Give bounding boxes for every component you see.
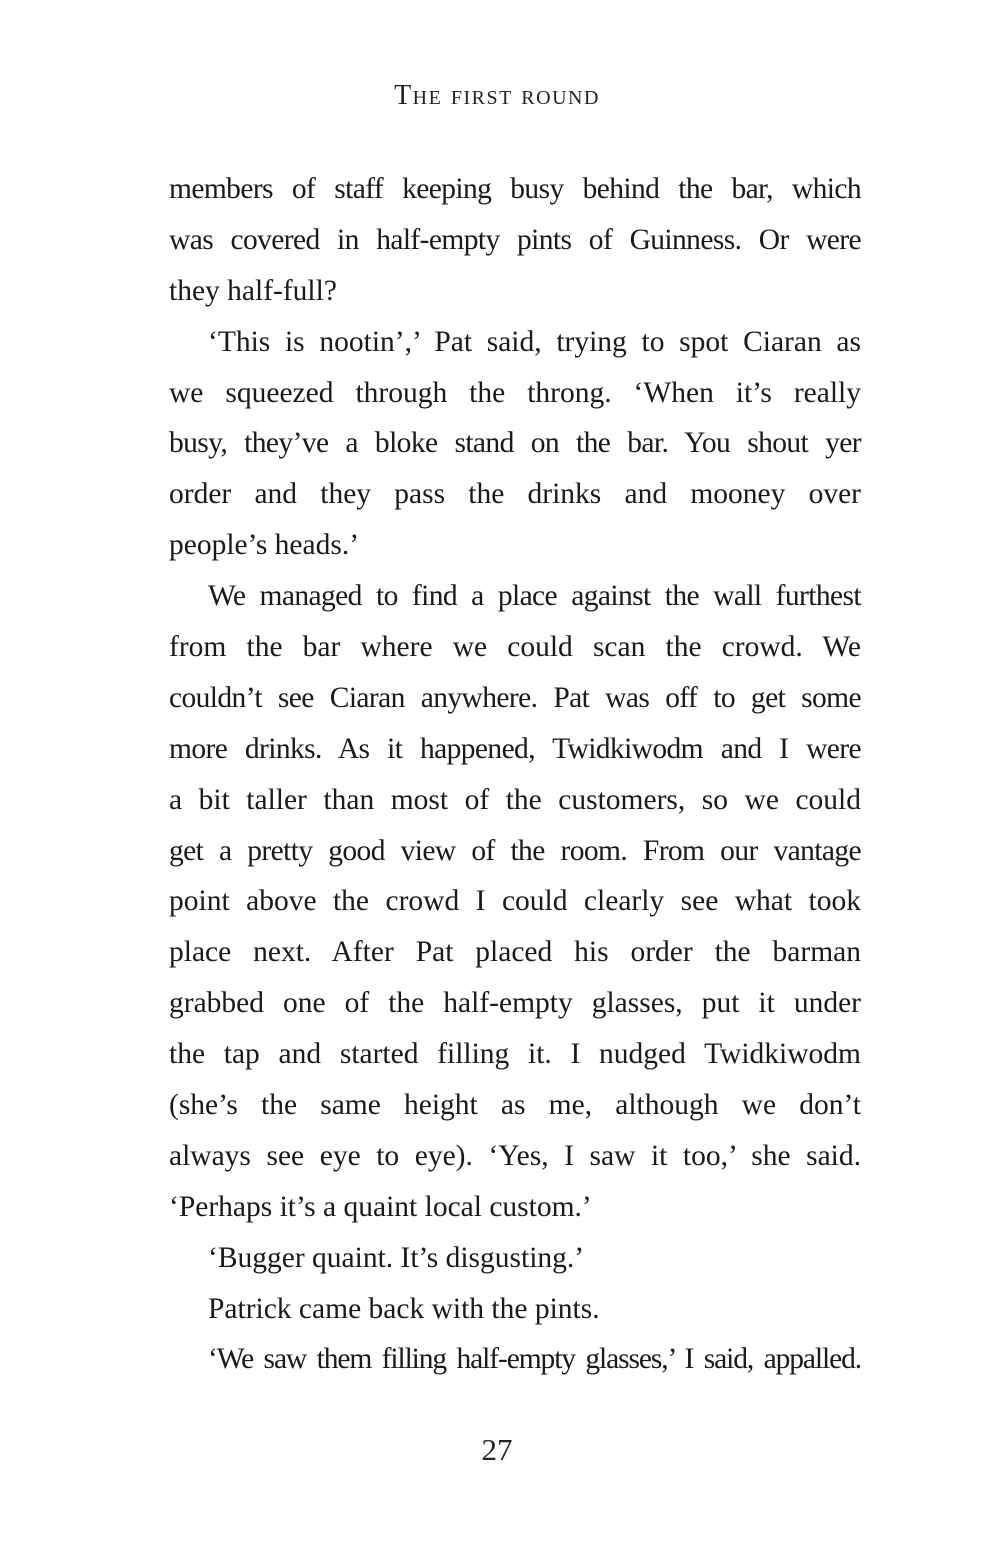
text-line: order and they pass the drinks and mooney over [169,478,861,511]
text-line: always see eye to eye). ‘Yes, I saw it too,’ she said. [169,1139,861,1172]
text-line: We managed to find a place against the wall furthest [208,580,861,613]
text-line: ‘Perhaps it’s a quaint local custom.’ [169,1190,592,1223]
text-line: point above the crowd I could clearly see what took [169,885,861,918]
text-line: they half-full? [169,274,337,307]
text-line: members of staff keeping busy behind the bar, which [169,173,861,205]
text-line: couldn’t see Ciaran anywhere. Pat was off to get some [169,681,861,714]
text-line: ‘Bugger quaint. It’s disgusting.’ [208,1241,585,1274]
text-line: get a pretty good view of the room. From our vantage [169,834,861,867]
text-line: Patrick came back with the pints. [208,1292,600,1325]
text-line: the tap and started filling it. I nudged Twidkiwodm [169,1038,861,1071]
text-line: people’s heads.’ [169,529,360,562]
text-line: we squeezed through the throng. ‘When it’s really [169,376,861,409]
text-line: (she’s the same height as me, although we don’t [169,1089,861,1122]
body-text [169,164,861,1385]
text-line: ‘This is nootin’,’ Pat said, trying to spot Ciaran as [208,325,861,358]
text-line: place next. After Pat placed his order the barman [169,936,861,969]
text-line: ‘We saw them filling half-empty glasses,’ I said, appalled. [208,1343,861,1376]
page-number: 27 [481,1432,513,1467]
text-line: a bit taller than most of the customers, so we could [169,783,861,816]
text-line: grabbed one of the half-empty glasses, put it under [169,987,861,1020]
running-head: The first round [394,80,600,111]
text-line: was covered in half-empty pints of Guinness. Or were [169,223,861,256]
text-line: busy, they’ve a bloke stand on the bar. You shout yer [169,427,861,460]
text-line: from the bar where we could scan the crowd. We [169,631,861,664]
text-line: more drinks. As it happened, Twidkiwodm and I were [169,732,861,765]
